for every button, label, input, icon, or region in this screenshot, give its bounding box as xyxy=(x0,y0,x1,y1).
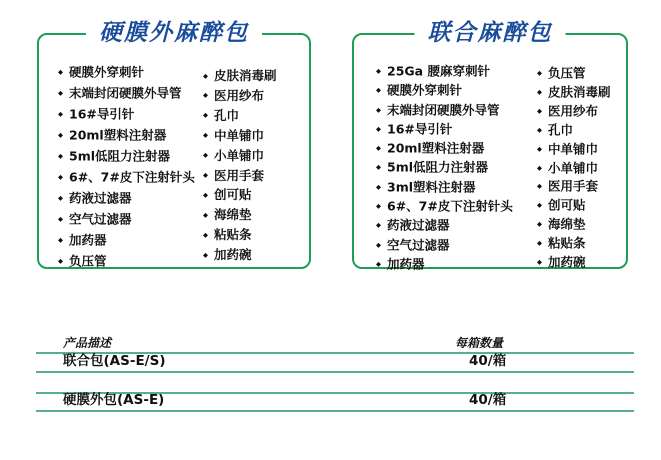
list-item xyxy=(58,83,195,104)
list-item xyxy=(537,121,611,140)
list-item xyxy=(203,166,277,186)
diamond-bullet-icon: ◆ xyxy=(58,215,63,223)
item-label: 加药器 xyxy=(387,256,425,272)
list-item xyxy=(376,62,513,81)
table-row-epidural-pack xyxy=(36,391,634,410)
item-label: 药液过滤器 xyxy=(69,190,132,206)
diamond-bullet-icon: ◆ xyxy=(537,69,542,77)
list-item xyxy=(203,106,277,126)
list-item xyxy=(203,126,277,146)
diamond-bullet-icon: ◆ xyxy=(537,106,542,115)
item-label: 负压管 xyxy=(69,253,107,269)
diamond-bullet-icon: ◆ xyxy=(376,240,381,249)
item-label: 20ml塑料注射器 xyxy=(387,140,485,156)
panel-title-epidural: 硬膜外麻醉包 xyxy=(86,19,262,47)
diamond-bullet-icon: ◆ xyxy=(58,152,63,160)
diamond-bullet-icon: ◆ xyxy=(58,68,63,76)
panel-epidural-kit xyxy=(37,20,311,269)
diamond-bullet-icon: ◆ xyxy=(537,182,542,191)
diamond-bullet-icon: ◆ xyxy=(203,91,208,100)
list-item xyxy=(58,209,195,230)
item-label: 医用纱布 xyxy=(548,103,599,119)
item-label: 6#、7#皮下注射针头 xyxy=(69,169,195,185)
item-label: 16#导引针 xyxy=(387,121,453,137)
item-label: 硬膜外穿刺针 xyxy=(69,64,145,80)
item-label: 小单铺巾 xyxy=(214,147,265,163)
item-label: 中单铺巾 xyxy=(214,127,265,143)
diamond-bullet-icon: ◆ xyxy=(203,250,208,259)
item-label: 创可贴 xyxy=(214,187,252,203)
diamond-bullet-icon: ◆ xyxy=(537,144,542,153)
diamond-bullet-icon: ◆ xyxy=(58,257,63,265)
product-cell: 联合包(AS-E/S) xyxy=(63,353,166,369)
list-item xyxy=(537,64,611,83)
table-header-row xyxy=(36,334,634,350)
diamond-bullet-icon: ◆ xyxy=(58,194,63,202)
item-label: 末端封闭硬膜外导管 xyxy=(69,85,182,101)
item-label: 孔巾 xyxy=(214,107,240,123)
item-label: 5ml低阻力注射器 xyxy=(387,159,489,175)
list-item xyxy=(58,188,195,209)
col-header-qty-per-box: 每箱数量 xyxy=(455,336,504,350)
item-label: 海绵垫 xyxy=(548,216,586,232)
product-cell: 硬膜外包(AS-E) xyxy=(63,392,165,408)
diamond-bullet-icon: ◆ xyxy=(376,259,381,268)
divider-line xyxy=(36,410,634,412)
list-item xyxy=(376,178,513,197)
diamond-bullet-icon: ◆ xyxy=(376,163,381,172)
diamond-bullet-icon: ◆ xyxy=(203,131,208,140)
list-item xyxy=(537,102,611,121)
list-item xyxy=(58,104,195,125)
diamond-bullet-icon: ◆ xyxy=(58,131,63,139)
epidural-item-column-right xyxy=(203,66,277,265)
list-item xyxy=(376,236,513,255)
item-label: 孔巾 xyxy=(548,122,574,138)
item-label: 医用手套 xyxy=(548,178,599,194)
list-item xyxy=(203,245,277,265)
list-item xyxy=(58,62,195,83)
diamond-bullet-icon: ◆ xyxy=(376,202,381,211)
item-label: 加药碗 xyxy=(548,254,586,270)
item-label: 粘贴条 xyxy=(214,227,252,243)
divider-line xyxy=(36,371,634,373)
item-label: 6#、7#皮下注射针头 xyxy=(387,198,513,214)
diamond-bullet-icon: ◆ xyxy=(58,89,63,97)
list-item xyxy=(376,197,513,216)
item-label: 小单铺巾 xyxy=(548,160,599,176)
diamond-bullet-icon: ◆ xyxy=(203,151,208,160)
item-label: 医用手套 xyxy=(214,167,265,183)
list-item xyxy=(537,177,611,196)
diamond-bullet-icon: ◆ xyxy=(537,163,542,172)
diamond-bullet-icon: ◆ xyxy=(58,110,63,118)
combined-item-column-right xyxy=(537,64,611,272)
epidural-item-column-left xyxy=(58,62,195,272)
table-row-combined-pack xyxy=(36,352,634,371)
item-label: 末端封闭硬膜外导管 xyxy=(387,102,500,118)
list-item xyxy=(58,230,195,251)
item-label: 硬膜外穿刺针 xyxy=(387,82,463,98)
list-item xyxy=(203,225,277,245)
list-item xyxy=(537,253,611,272)
diamond-bullet-icon: ◆ xyxy=(203,210,208,219)
diamond-bullet-icon: ◆ xyxy=(203,111,208,120)
diamond-bullet-icon: ◆ xyxy=(376,105,381,114)
diamond-bullet-icon: ◆ xyxy=(376,124,381,133)
diamond-bullet-icon: ◆ xyxy=(376,221,381,230)
list-item xyxy=(203,66,277,86)
item-label: 5ml低阻力注射器 xyxy=(69,148,171,164)
panel-title-combined: 联合麻醉包 xyxy=(415,19,566,47)
item-label: 皮肤消毒刷 xyxy=(214,68,277,83)
diamond-bullet-icon: ◆ xyxy=(376,86,381,95)
diamond-bullet-icon: ◆ xyxy=(203,190,208,199)
diamond-bullet-icon: ◆ xyxy=(376,144,381,153)
diamond-bullet-icon: ◆ xyxy=(58,236,63,244)
diamond-bullet-icon: ◆ xyxy=(537,258,542,267)
qty-cell: 40/箱 xyxy=(469,392,507,408)
diamond-bullet-icon: ◆ xyxy=(203,71,208,80)
qty-cell: 40/箱 xyxy=(469,353,507,369)
item-label: 负压管 xyxy=(548,65,586,81)
list-item xyxy=(58,125,195,146)
item-label: 加药碗 xyxy=(214,247,252,263)
list-item xyxy=(58,167,195,188)
diamond-bullet-icon: ◆ xyxy=(537,239,542,248)
list-item xyxy=(203,86,277,106)
item-label: 16#导引针 xyxy=(69,106,135,122)
list-item xyxy=(376,120,513,139)
item-label: 药液过滤器 xyxy=(387,217,450,233)
list-item xyxy=(203,185,277,205)
list-item xyxy=(537,215,611,234)
diamond-bullet-icon: ◆ xyxy=(376,182,381,191)
item-label: 3ml塑料注射器 xyxy=(387,179,476,195)
panel-combined-kit xyxy=(352,20,628,272)
diamond-bullet-icon: ◆ xyxy=(537,125,542,134)
list-item xyxy=(376,216,513,235)
item-label: 空气过滤器 xyxy=(69,211,132,227)
item-label: 海绵垫 xyxy=(214,207,252,223)
item-label: 空气过滤器 xyxy=(387,237,450,253)
item-label: 20ml塑料注射器 xyxy=(69,127,167,143)
combined-item-column-left xyxy=(376,62,513,274)
diamond-bullet-icon: ◆ xyxy=(203,230,208,239)
item-label: 皮肤消毒刷 xyxy=(548,84,611,100)
col-header-product: 产品描述 xyxy=(63,336,112,350)
diamond-bullet-icon: ◆ xyxy=(376,67,381,75)
spec-table xyxy=(36,332,634,414)
list-item xyxy=(376,139,513,158)
diamond-bullet-icon: ◆ xyxy=(58,173,63,181)
list-item xyxy=(376,158,513,177)
list-item xyxy=(537,234,611,253)
diamond-bullet-icon: ◆ xyxy=(537,87,542,96)
list-item xyxy=(58,146,195,167)
item-label: 中单铺巾 xyxy=(548,141,599,157)
item-label: 加药器 xyxy=(69,232,107,248)
list-item xyxy=(376,101,513,120)
list-item xyxy=(537,140,611,159)
list-item xyxy=(376,255,513,274)
list-item xyxy=(376,81,513,100)
item-label: 医用纱布 xyxy=(214,87,265,103)
diamond-bullet-icon: ◆ xyxy=(537,201,542,210)
item-label: 创可贴 xyxy=(548,197,586,213)
list-item xyxy=(537,159,611,178)
diamond-bullet-icon: ◆ xyxy=(537,220,542,229)
list-item xyxy=(203,146,277,166)
item-label: 粘贴条 xyxy=(548,235,586,251)
item-label: 25Ga 腰麻穿刺针 xyxy=(387,63,490,79)
list-item xyxy=(58,251,195,272)
diamond-bullet-icon: ◆ xyxy=(203,171,208,180)
list-item xyxy=(537,83,611,102)
list-item xyxy=(537,196,611,215)
list-item xyxy=(203,205,277,225)
